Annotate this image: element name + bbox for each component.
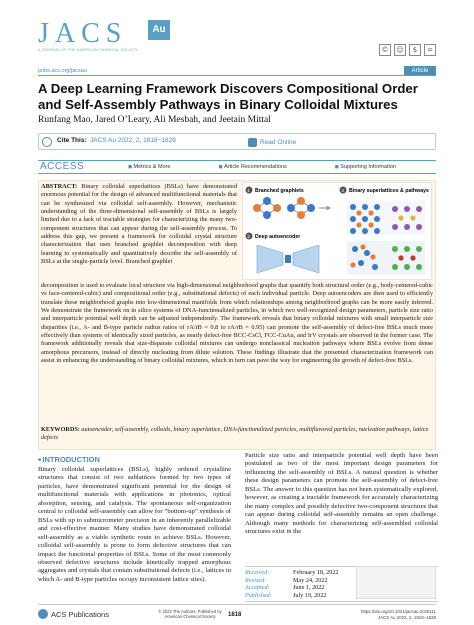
journal-subtitle: A JOURNAL OF THE AMERICAN CHEMICAL SOCIETY	[38, 48, 139, 52]
article-title: A Deep Learning Framework Discovers Compositional Order and Self-Assembly Pathways in Binary Colloidal Mixtures	[38, 81, 418, 112]
publisher-name: ACS Publications	[51, 609, 109, 619]
access-metrics	[128, 164, 396, 170]
superlattice-illustration	[347, 201, 425, 275]
date-label: Accepted:	[245, 584, 270, 592]
read-online-label: Read Online	[260, 138, 297, 146]
footer-divider	[38, 604, 436, 605]
section-heading-introduction: ■ INTRODUCTION	[38, 455, 100, 464]
keywords	[41, 426, 433, 442]
read-online-icon	[248, 138, 257, 147]
journal-logo: JACS	[38, 18, 128, 49]
article-type-badge: Article	[404, 66, 436, 76]
abstract-wrapped	[41, 183, 237, 266]
supporting-info-link[interactable]: ◼ Supporting Information	[335, 164, 396, 170]
fig-label-graphlets: Branched graphlets	[255, 188, 304, 194]
date-label: Published:	[245, 591, 272, 599]
cite-link[interactable]: JACS Au 2022, 2, 1818−1828	[90, 137, 176, 144]
journal-url[interactable]: pubs.acs.org/jacsau	[38, 68, 87, 74]
journal-cover-thumbnail[interactable]	[356, 566, 436, 599]
social-share-bar	[379, 44, 436, 56]
abstract-label: ABSTRACT:	[41, 183, 78, 190]
copyright: © 2022 The Authors. Published by American Chemical Society	[158, 609, 222, 619]
date-label: Revised:	[245, 576, 267, 584]
keywords-text: autoencoder, self-assembly, colloids, binary superlattice, DNA-functionalized particles, multiflavored particles, nucleation pathways, lattice defects	[41, 426, 429, 441]
nc-icon[interactable]: $	[409, 44, 421, 56]
fig-label-superlattices: Binary superlattices & pathways	[349, 188, 429, 194]
journal-badge: Au	[148, 20, 170, 40]
date-value: May 24, 2022	[293, 576, 328, 584]
date-value: June 1, 2022	[293, 584, 325, 592]
cc-icon[interactable]: ©	[379, 44, 391, 56]
footer-doi	[361, 609, 436, 620]
by-icon[interactable]: ☺	[394, 44, 406, 56]
intro-right-column: Particle size ratio and interparticle potential well depth have been postulated as two of the most important design parameters for influencing the self-assembly of BSLs. A natural question is whether these design parameters can promote the self-assembly of defect-free BSLs. The answer to this question has not been systematically explored, however, as creating a tractable framework for accurately characterizing the many complex and possibly defective two-component structures that can appear during colloidal self-assembly remains an open challenge. Although many methods for characterizing self-assembled colloidal structures exist in the	[245, 452, 438, 536]
abstract-full: decomposition is used to evaluate local structure via high-dimensional neighborhood graphs that quantify both structural order (e.g., body-centered-cubic vs face-centered-cubic) and compositional order (e.g., substitutional defects) of each individual particle. Deep autoencoders are then used to efficiently translate these neighborhood graphs into low-dimensional manifolds from which relationships among neighborhood graphs can be more easily inferred. We demonstrate the framework on in silico systems of DNA-functionalized particles, in which two well-recognized design parameters, particle size ratio and interparticle potential well depth can be adjusted independently. The framework reveals that binary colloidal mixtures with small interparticle size disparities (i.e., A- and B-type particle radius ratios of rA/rB = 0.8 to rA/rB = 0.95) can promote the self-assembly of defect-free BSLs much more effectively than systems of identically sized particles, as nearly defect-free BCC-CsCl, FCC-CuAu, and IrV crystals are observed in the former case. The framework additionally reveals that size-disparate colloidal mixtures can undergo nonclassical nucleation pathways where BSLs evolve from dense amorphous precursors, instead of directly nucleating from dilute solution. These findings illustrate that the presented characterization framework can assist in enhancing the understanding of binary colloidal mixtures, which in turn can pave the way for engineering the growth of defect-free BSLs.	[41, 282, 433, 365]
toc-graphic-svg	[243, 183, 433, 281]
author-list: Runfang Mao, Jared O’Leary, Ali Mesbah, and Jeetain Mittal	[38, 115, 271, 125]
svg-text:1: 1	[247, 187, 250, 193]
nd-icon[interactable]: =	[424, 44, 436, 56]
access-label: ACCESS	[40, 161, 85, 172]
recommendations-link[interactable]: ◼ Article Recommendations	[219, 164, 287, 170]
fig-label-autoencoder: Deep autoencoder	[255, 234, 301, 240]
doi-link[interactable]: https://doi.org/10.1021/jacsau.2c00111	[360, 609, 436, 614]
graphlet-illustration	[253, 197, 329, 219]
footer-citation: JACS Au 2022, 2, 1818−1828	[378, 614, 436, 620]
cite-icon	[42, 137, 52, 147]
acs-logo-icon	[38, 609, 48, 619]
read-online-button[interactable]	[248, 136, 308, 148]
header-divider	[38, 75, 436, 76]
date-value: February 18, 2022	[293, 569, 339, 576]
toc-graphic	[242, 182, 432, 280]
svg-text:3: 3	[341, 187, 344, 193]
acs-publications-logo[interactable]	[38, 609, 109, 619]
date-value: July 19, 2022	[293, 591, 327, 599]
svg-text:2: 2	[247, 233, 250, 239]
cite-label: Cite This:	[57, 137, 87, 144]
keywords-label: KEYWORDS:	[41, 426, 80, 433]
date-label: Received:	[245, 569, 270, 576]
metrics-link[interactable]: ◼ Metrics & More	[128, 164, 171, 170]
autoencoder-illustration	[257, 245, 319, 273]
abstract-wrapped-text: Binary colloidal superlattices (BSLs) have demonstrated enormous potential for the design of advanced multifunctional materials that can be synthesized via colloidal self-assembly. However, mechanistic understanding of the three-dimensional self-assembly of BSLs is largely limited due to a lack of tractable strategies for characterizing the many two-component structures that can appear during the self-assembly process. To address this gap, we present a framework for colloidal crystal structure characterization that uses branched graphlet decomposition with deep learning to systematically and quantitatively describe the self-assembly of BSLs at the single-particle level. Branched graphlet	[41, 183, 237, 266]
page-number: 1818	[228, 612, 242, 618]
intro-left-column: Binary colloidal superlattices (BSLs), highly ordered crystalline structures that consist of two sublattices formed by two types of particles, have demonstrated significant potential for the design of multifunctional materials with applications in photonics, optical absorption, sensing, and catalysis. The spontaneous self-organization central to colloidal self-assembly can allow for “bottom-up” synthesis of BSLs with up to submicrometer precision in an inherently parallelizable and cost-effective manner. Many studies have demonstrated colloidal self-assembly as a viable synthetic route to achieve BSLs. However, colloidal self-assembly is prone to form defective structures that can impact the functional properties of BSLs. Some of the most commonly observed defective structures include kinetically trapped amorphous aggregates and crystals that contain substitutional defects (i.e., lattices in which A- and B-type particles occupy inconsistent lattice sites).	[38, 466, 231, 583]
